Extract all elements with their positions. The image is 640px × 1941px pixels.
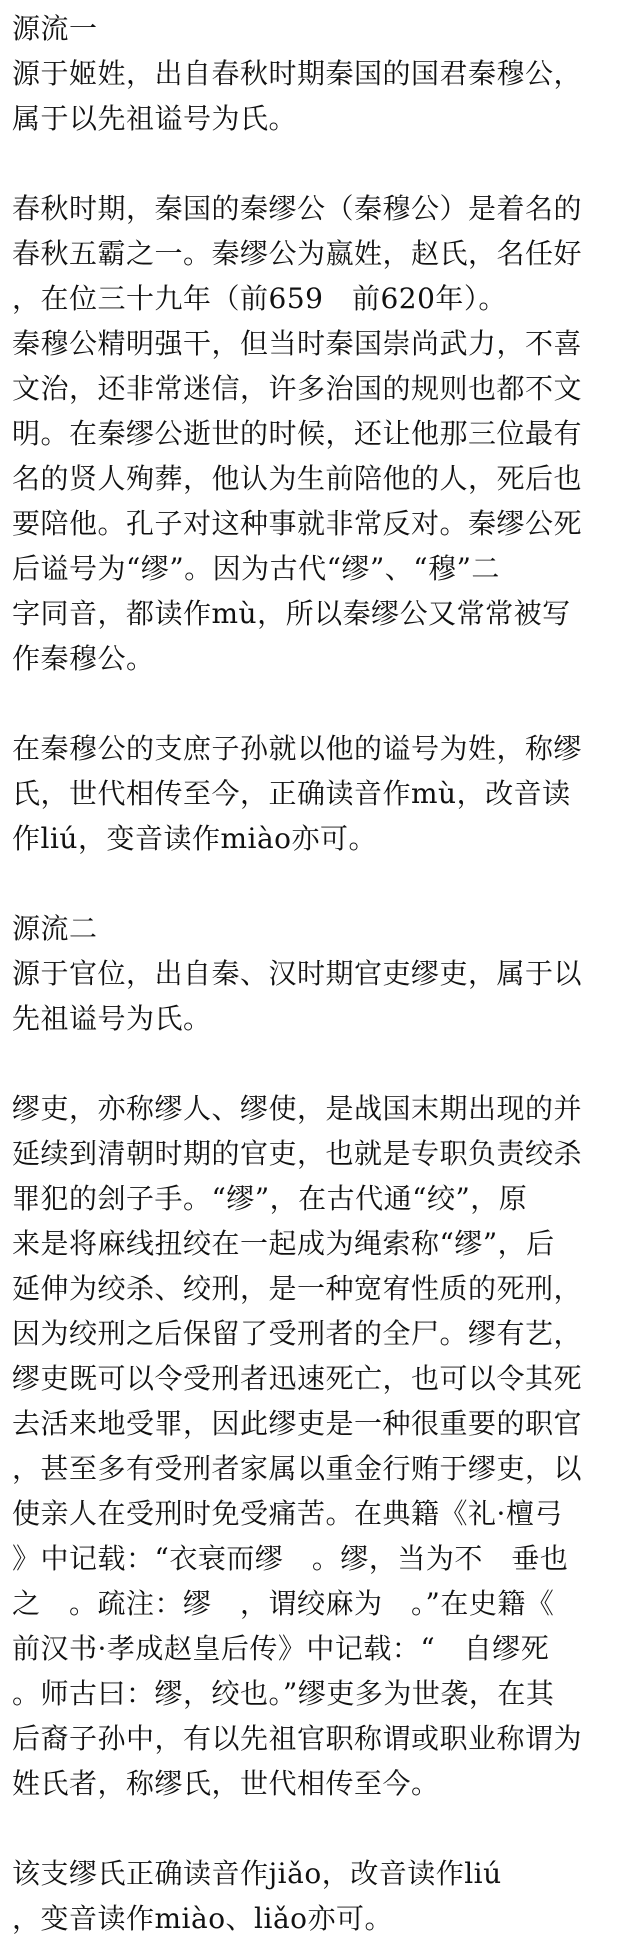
paragraph-gap <box>12 1806 626 1851</box>
paragraph-gap <box>12 861 626 906</box>
text-line: 源流二 <box>12 912 98 945</box>
text-line: 作秦穆公。 <box>12 642 155 675</box>
text-line: 前汉书·孝成赵皇后传》中记载：“ 自缪死 <box>12 1632 550 1665</box>
text-line: 氏，世代相传至今，正确读音作mù，改音读 <box>12 777 571 810</box>
text-line: 源流一 <box>12 12 98 45</box>
paragraph-gap <box>12 681 626 726</box>
text-line: 延续到清朝时期的官吏，也就是专职负责绞杀 <box>12 1137 583 1170</box>
text-line: 明。在秦缪公逝世的时候，还让他那三位最有 <box>12 417 583 450</box>
text-line: 要陪他。孔子对这种事就非常反对。秦缪公死 <box>12 507 583 540</box>
text-line: 延伸为绞杀、绞刑，是一种宽宥性质的死刑， <box>12 1272 583 1305</box>
text-line: 春秋五霸之一。秦缪公为嬴姓，赵氏，名任好 <box>12 237 583 270</box>
text-line: 属于以先祖谥号为氏。 <box>12 102 298 135</box>
text-line: 》中记载：“衣衰而缪 。缪，当为不 垂也 <box>12 1542 569 1575</box>
text-line: ，变音读作miào、liǎo亦可。 <box>12 1902 394 1935</box>
text-line: 后谥号为“缪”。因为古代“缪”、“穆”二 <box>12 552 500 585</box>
text-line: ，在位三十九年（前659 前620年）。 <box>12 282 507 315</box>
text-line: 源于官位，出自秦、汉时期官吏缪吏，属于以 <box>12 957 583 990</box>
text-line: 春秋时期，秦国的秦缪公（秦穆公）是着名的 <box>12 192 583 225</box>
text-line: 罪犯的刽子手。“缪”，在古代通“绞”，原 <box>12 1182 528 1215</box>
text-line: 先祖谥号为氏。 <box>12 1002 212 1035</box>
text-line: 作liú，变音读作miào亦可。 <box>12 822 378 855</box>
text-line: 去活来地受罪，因此缪吏是一种很重要的职官 <box>12 1407 583 1440</box>
text-line: 字同音，都读作mù，所以秦缪公又常常被写 <box>12 597 571 630</box>
text-line: 名的贤人殉葬，他认为生前陪他的人，死后也 <box>12 462 583 495</box>
text-line: 姓氏者，称缪氏，世代相传至今。 <box>12 1767 440 1800</box>
text-line: 缪吏既可以令受刑者迅速死亡，也可以令其死 <box>12 1362 583 1395</box>
text-line: 之 。疏注：缪 ，谓绞麻为 。”在史籍《 <box>12 1587 555 1620</box>
paragraph-gap <box>12 141 626 186</box>
text-line: 缪吏，亦称缪人、缪使，是战国末期出现的并 <box>12 1092 583 1125</box>
text-line: 后裔子孙中，有以先祖官职称谓或职业称谓为 <box>12 1722 583 1755</box>
text-line: ，甚至多有受刑者家属以重金行贿于缪吏，以 <box>12 1452 583 1485</box>
text-line: 。师古曰：缪，绞也。”缪吏多为世袭，在其 <box>12 1677 555 1710</box>
text-line: 源于姬姓，出自春秋时期秦国的国君秦穆公， <box>12 57 583 90</box>
paragraph-gap <box>12 1041 626 1086</box>
text-line: 使亲人在受刑时免受痛苦。在典籍《礼·檀弓 <box>12 1497 563 1530</box>
text-line: 秦穆公精明强干，但当时秦国崇尚武力，不喜 <box>12 327 583 360</box>
text-line: 文治，还非常迷信，许多治国的规则也都不文 <box>12 372 583 405</box>
text-line: 来是将麻线扭绞在一起成为绳索称“缪”，后 <box>12 1227 555 1260</box>
text-line: 该支缪氏正确读音作jiǎo，改音读作liú <box>12 1857 502 1890</box>
text-line: 在秦穆公的支庶子孙就以他的谥号为姓，称缪 <box>12 732 583 765</box>
text-line: 因为绞刑之后保留了受刑者的全尸。缪有艺， <box>12 1317 583 1350</box>
